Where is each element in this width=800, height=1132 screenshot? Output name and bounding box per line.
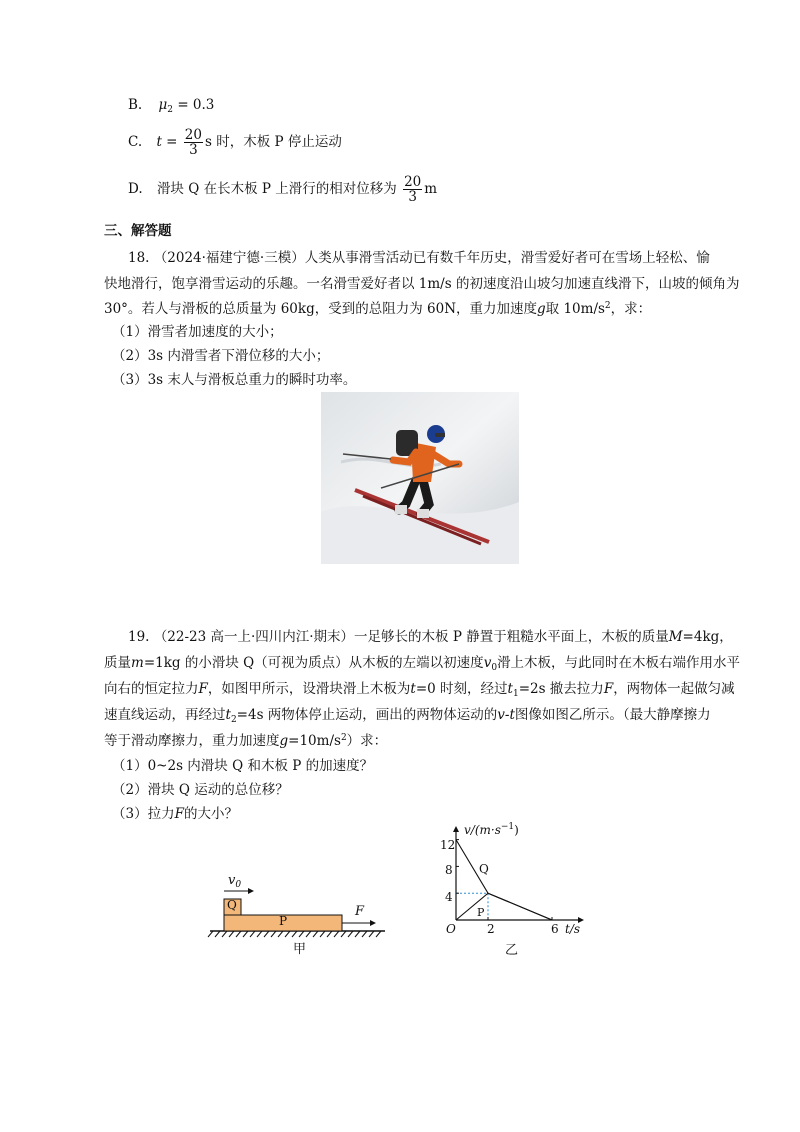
mu-subscript: 2 <box>167 105 174 115</box>
q19-line2-text: 质量 <box>104 655 131 671</box>
q19-line5 <box>104 729 387 749</box>
q19-line3-mid2: =0 时刻，经过 <box>415 681 508 697</box>
q19-line4-end: 图像如图乙所示。（最大静摩擦力 <box>514 707 711 723</box>
hatch-mark <box>334 931 339 937</box>
hatch-mark <box>320 931 325 937</box>
vt-xtick-6: 6 <box>551 922 559 936</box>
skier-illustration <box>321 392 519 564</box>
vt-label-q: Q <box>479 862 489 876</box>
hatch-mark <box>222 931 227 937</box>
option-c-label: C. <box>128 134 143 151</box>
v0-arrowhead <box>248 888 254 894</box>
vt-xtick-2: 2 <box>487 922 495 936</box>
series-line-p <box>456 893 552 920</box>
f-arrowhead <box>370 920 376 926</box>
hatch-mark <box>229 931 234 937</box>
q19-t2: t <box>225 707 231 723</box>
fig-jia-q: Q <box>227 898 237 912</box>
hatch-mark <box>215 931 220 937</box>
option-d-numerator: 20 <box>404 174 422 190</box>
q19-sub3-end: 的大小？ <box>183 806 238 822</box>
vt-xlabel: t/s <box>565 922 581 936</box>
q19-t: t <box>410 681 416 697</box>
option-b-label: B. <box>128 97 143 113</box>
q19-sub3-F: F <box>174 806 184 822</box>
option-c-eq: = <box>166 134 178 151</box>
q19-line2-mid: =1kg 的小滑块 Q（可视为质点）从木板的左端以初速度 <box>143 655 484 671</box>
option-d-denominator: 3 <box>408 189 417 206</box>
hatch-mark <box>208 931 213 937</box>
hatch-mark <box>306 931 311 937</box>
option-d-fraction <box>403 175 422 204</box>
q19-v0: v <box>483 655 492 671</box>
q18-sub3: （3）3s 末人与滑板总重力的瞬时功率。 <box>112 372 357 388</box>
q19-line5-text: 等于滑动摩擦力，重力加速度 <box>104 733 280 749</box>
q19-line1 <box>128 625 733 645</box>
ground-hatching <box>208 931 381 937</box>
figure-yi <box>438 820 598 960</box>
option-b-expr: = 0.3 <box>177 97 215 113</box>
q19-m: m <box>131 655 144 671</box>
option-c-text: s 时，木板 P 停止运动 <box>204 134 342 151</box>
vt-ytick-8: 8 <box>445 863 453 877</box>
q19-t1: t <box>507 681 513 697</box>
hatch-mark <box>271 931 276 937</box>
hatch-mark <box>243 931 248 937</box>
q19-line3-text: 向右的恒定拉力 <box>104 681 199 697</box>
hatch-mark <box>348 931 353 937</box>
section-title: 三、解答题 <box>104 223 172 239</box>
q18-sub1: （1）滑雪者加速度的大小； <box>112 324 283 340</box>
q19-line4-mid: =4s 两物体停止运动，画出的两物体运动的 <box>236 707 498 723</box>
q19-F2: F <box>603 681 614 697</box>
q19-line1-text: 19. （22-23 高一上·四川内江·期末）一足够长的木板 P 静置于粗糙水平面上，木板的质量 <box>128 629 669 645</box>
q19-line3-end: ，两物体一起做匀减 <box>613 681 735 697</box>
fig-jia-p: P <box>279 914 288 928</box>
option-d-unit: m <box>424 181 438 198</box>
q19-line4-text: 速直线运动，再经过 <box>104 707 226 723</box>
q19-line5-end: ）求： <box>346 733 388 749</box>
hatch-mark <box>285 931 290 937</box>
hatch-mark <box>369 931 374 937</box>
q18-line1: 18. （2024·福建宁德·三模）人类从事滑雪活动已有数千年历史，滑雪爱好者可在雪场上轻松、愉 <box>128 250 710 266</box>
option-b <box>128 97 214 115</box>
q19-line1-end: =4kg， <box>682 629 733 645</box>
hatch-mark <box>292 931 297 937</box>
vt-ytick-4: 4 <box>445 890 453 904</box>
q19-line2 <box>104 651 740 673</box>
option-d-text: 滑块 Q 在长木板 P 上滑行的相对位移为 <box>156 181 397 198</box>
vt-ytick-12: 12 <box>440 838 456 852</box>
q18-sub2: （2）3s 内滑雪者下滑位移的大小； <box>112 348 330 364</box>
q18-line3-text: 30°。若人与滑板的总质量为 60kg，受到的总阻力为 60N，重力加速度 <box>104 301 538 317</box>
figure-jia <box>205 870 395 960</box>
hatch-mark <box>355 931 360 937</box>
hatch-mark <box>278 931 283 937</box>
q19-t2-sub: 2 <box>230 715 237 725</box>
fig-jia-f: F <box>355 904 365 919</box>
q19-g: g <box>279 733 289 749</box>
fig-yi-caption: 乙 <box>505 943 519 958</box>
q19-line2-end: 滑上木板，与此同时在木板右端作用水平 <box>497 655 741 671</box>
q19-t1-sub: 1 <box>512 689 519 699</box>
q19-line5-value: =10m/s <box>288 733 341 749</box>
q19-line3 <box>104 677 735 699</box>
q19-vt: v-t <box>497 707 515 723</box>
option-c <box>128 128 342 157</box>
hatch-mark <box>264 931 269 937</box>
option-c-fraction <box>184 128 203 157</box>
q18-line3 <box>104 297 651 317</box>
q19-line4 <box>104 703 711 725</box>
hatch-mark <box>341 931 346 937</box>
q19-line3-mid3: =2s 撤去拉力 <box>518 681 604 697</box>
y-axis-arrow <box>453 826 459 832</box>
vt-ylabel: $v/(m\cdot s^{-1})$ <box>464 822 519 837</box>
q19-sup: 2 <box>340 733 347 743</box>
q18-line3-value: 取 10m/s <box>545 301 605 317</box>
vt-origin: O <box>446 922 456 936</box>
option-d <box>128 175 437 204</box>
option-d-label: D. <box>128 181 143 198</box>
fig-jia-caption: 甲 <box>293 942 307 957</box>
q19-M: M <box>668 629 683 645</box>
q18-line2: 快地滑行，饱享滑雪运动的乐趣。一名滑雪爱好者以 1m/s 的初速度沿山坡匀加速直线滑下，山坡的倾角为 <box>104 276 740 292</box>
q19-sub1: （1）0~2s 内滑块 Q 和木板 P 的加速度？ <box>112 758 374 774</box>
hatch-mark <box>299 931 304 937</box>
q19-sub3 <box>112 802 238 822</box>
q19-sub2: （2）滑块 Q 运动的总位移？ <box>112 782 289 798</box>
q19-F: F <box>198 681 208 697</box>
vt-label-p: P <box>477 906 485 919</box>
option-c-numerator: 20 <box>184 127 202 143</box>
q19-line3-mid: ，如图甲所示，设滑块滑上木板为 <box>207 681 411 697</box>
fig-jia-v0: $v_0$ <box>228 873 242 890</box>
skier-photo <box>321 392 519 564</box>
mu-symbol: μ <box>158 97 168 113</box>
q19-sub3-text: （3）拉力 <box>112 806 175 822</box>
hatch-mark <box>376 931 381 937</box>
option-c-denominator: 3 <box>189 142 198 159</box>
hatch-mark <box>327 931 332 937</box>
q19-v0-sub: 0 <box>491 663 498 673</box>
hatch-mark <box>250 931 255 937</box>
hatch-mark <box>313 931 318 937</box>
q18-line3-end: ，求： <box>610 301 652 317</box>
hatch-mark <box>236 931 241 937</box>
option-c-t: t <box>156 134 162 151</box>
q18-sup: 2 <box>604 301 611 311</box>
hatch-mark <box>257 931 262 937</box>
g-symbol: g <box>537 301 546 317</box>
hatch-mark <box>362 931 367 937</box>
